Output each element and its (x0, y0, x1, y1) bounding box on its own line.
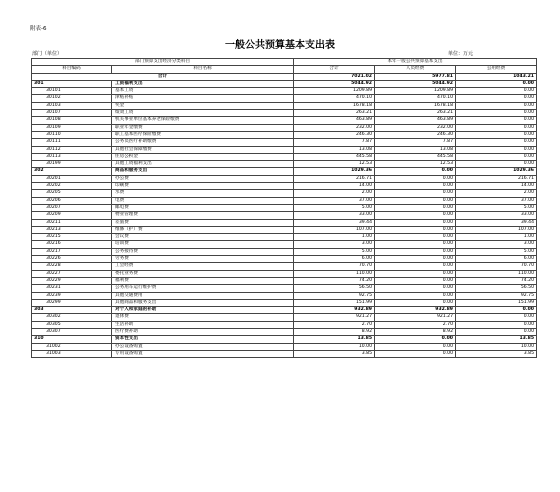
row-public: 3.00 (456, 241, 537, 248)
row-name: 工资福利支出 (112, 80, 294, 87)
total-row-public: 1043.21 (456, 73, 537, 80)
row-public: 0.00 (456, 124, 537, 131)
row-personnel: 263.21 (375, 110, 456, 117)
table-row (32, 336, 537, 343)
row-code: 30102 (32, 95, 112, 102)
table-row (32, 161, 537, 168)
table-row (32, 146, 537, 153)
row-public: 1029.36 (456, 168, 537, 175)
row-public: 14.00 (456, 183, 537, 190)
row-public: 0.00 (456, 153, 537, 160)
row-personnel: 470.10 (375, 95, 456, 102)
row-public: 0.00 (456, 117, 537, 124)
table-row (32, 183, 537, 190)
row-name: 劳务费 (112, 256, 294, 263)
row-public: 5.00 (456, 204, 537, 211)
row-code: 30302 (32, 314, 112, 321)
table-row (32, 139, 537, 146)
row-code: 30112 (32, 146, 112, 153)
row-code: 30209 (32, 212, 112, 219)
table-row (32, 321, 537, 328)
row-code: 30103 (32, 102, 112, 109)
row-code: 303 (32, 307, 112, 314)
table-row (32, 263, 537, 270)
total-row-label: 合计 (32, 73, 294, 80)
row-code: 31002 (32, 343, 112, 350)
row-personnel: 0.00 (375, 212, 456, 219)
row-code: 310 (32, 336, 112, 343)
row-personnel: 0.00 (375, 292, 456, 299)
row-total: 6.00 (294, 256, 375, 263)
row-name: 其他工资福利支出 (112, 161, 294, 168)
row-personnel: 0.00 (375, 204, 456, 211)
row-personnel: 0.00 (375, 234, 456, 241)
row-public: 0.00 (456, 95, 537, 102)
row-code: 30227 (32, 270, 112, 277)
personnel-column-header: 人员经费 (375, 66, 456, 73)
table-row (32, 277, 537, 284)
row-public: 0.00 (456, 139, 537, 146)
row-public: 37.00 (456, 197, 537, 204)
row-total: 39.44 (294, 219, 375, 226)
row-public: 56.50 (456, 285, 537, 292)
row-name: 邮电费 (112, 204, 294, 211)
row-code: 30205 (32, 190, 112, 197)
row-total: 37.00 (294, 197, 375, 204)
row-personnel: 0.00 (375, 190, 456, 197)
row-name: 办公设备购置 (112, 343, 294, 350)
row-total: 56.50 (294, 285, 375, 292)
budget-group-header: 本年一般公共预算基本支出 (294, 59, 537, 66)
row-code: 30206 (32, 197, 112, 204)
row-name: 会议费 (112, 234, 294, 241)
row-public: 39.44 (456, 219, 537, 226)
row-personnel: 1678.18 (375, 102, 456, 109)
table-row (32, 234, 537, 241)
table-row (32, 110, 537, 117)
row-name: 退休费 (112, 314, 294, 321)
row-personnel: 0.00 (375, 270, 456, 277)
row-total: 263.21 (294, 110, 375, 117)
row-code: 30213 (32, 226, 112, 233)
row-total: 107.00 (294, 226, 375, 233)
row-name: 培训费 (112, 241, 294, 248)
row-public: 92.75 (456, 292, 537, 299)
row-total: 932.89 (294, 307, 375, 314)
row-code: 302 (32, 168, 112, 175)
row-total: 13.08 (294, 146, 375, 153)
page-title: 一般公共预算基本支出表 (225, 40, 335, 51)
row-total: 5.00 (294, 248, 375, 255)
row-public: 70.70 (456, 263, 537, 270)
row-code: 30202 (32, 183, 112, 190)
row-total: 2.70 (294, 321, 375, 328)
row-name: 基本工资 (112, 88, 294, 95)
row-personnel: 13.08 (375, 146, 456, 153)
row-total: 7.87 (294, 139, 375, 146)
row-total: 92.75 (294, 292, 375, 299)
row-personnel: 0.00 (375, 343, 456, 350)
table-row (32, 95, 537, 102)
row-code: 30226 (32, 256, 112, 263)
table-row (32, 350, 537, 357)
row-name: 福利费 (112, 277, 294, 284)
row-personnel: 1209.89 (375, 88, 456, 95)
row-code: 30111 (32, 139, 112, 146)
row-name: 委托业务费 (112, 270, 294, 277)
row-personnel: 463.89 (375, 117, 456, 124)
row-name: 住房公积金 (112, 153, 294, 160)
row-code: 30307 (32, 328, 112, 335)
table-row (32, 285, 537, 292)
row-code: 30211 (32, 219, 112, 226)
row-total: 5044.92 (294, 80, 375, 87)
row-public: 74.20 (456, 277, 537, 284)
row-personnel: 0.00 (375, 219, 456, 226)
row-personnel: 0.00 (375, 241, 456, 248)
row-public: 33.00 (456, 212, 537, 219)
table-row (32, 328, 537, 335)
table-row (32, 124, 537, 131)
department-label: 部门（单位） (32, 51, 63, 57)
row-name: 其他商品和服务支出 (112, 299, 294, 306)
row-name: 公务员医疗补助缴费 (112, 139, 294, 146)
row-public: 13.85 (456, 336, 537, 343)
row-total: 13.85 (294, 336, 375, 343)
row-total: 246.30 (294, 131, 375, 138)
row-name: 职业年金缴费 (112, 124, 294, 131)
table-row (32, 343, 537, 350)
row-public: 216.71 (456, 175, 537, 182)
table-row (32, 88, 537, 95)
row-total: 151.99 (294, 299, 375, 306)
row-name: 对个人和家庭的补助 (112, 307, 294, 314)
row-name: 资本性支出 (112, 336, 294, 343)
unit-label: 单位：万元 (448, 51, 474, 57)
row-total: 463.89 (294, 117, 375, 124)
table-row (32, 102, 537, 109)
row-personnel: 7.87 (375, 139, 456, 146)
row-total: 921.27 (294, 314, 375, 321)
total-row-personnel: 5977.81 (375, 73, 456, 80)
row-name: 其他社会保障缴费 (112, 146, 294, 153)
row-total: 33.00 (294, 212, 375, 219)
public-column-header: 公用经费 (456, 66, 537, 73)
row-personnel: 246.30 (375, 131, 456, 138)
table-row (32, 307, 537, 314)
row-name: 生活补助 (112, 321, 294, 328)
row-personnel: 921.27 (375, 314, 456, 321)
row-code: 30239 (32, 292, 112, 299)
table-row (32, 197, 537, 204)
row-total: 3.00 (294, 241, 375, 248)
row-name: 机关事业单位基本养老保险缴费 (112, 117, 294, 124)
row-public: 1.00 (456, 234, 537, 241)
row-public: 3.85 (456, 350, 537, 357)
row-total: 14.00 (294, 183, 375, 190)
row-public: 0.00 (456, 321, 537, 328)
row-code: 30109 (32, 124, 112, 131)
row-total: 2.00 (294, 190, 375, 197)
table-row (32, 314, 537, 321)
row-personnel: 0.00 (375, 248, 456, 255)
row-personnel: 0.00 (375, 299, 456, 306)
budget-expenditure-table (31, 58, 537, 358)
row-code: 30217 (32, 248, 112, 255)
row-public: 110.00 (456, 270, 537, 277)
total-row (32, 73, 537, 80)
row-total: 74.20 (294, 277, 375, 284)
row-name: 商品和服务支出 (112, 168, 294, 175)
row-code: 301 (32, 80, 112, 87)
row-name: 物业管理费 (112, 212, 294, 219)
row-code: 30199 (32, 161, 112, 168)
table-row (32, 248, 537, 255)
classification-group-header: 部门预算支出经济分类科目 (32, 59, 294, 66)
row-personnel: 232.00 (375, 124, 456, 131)
row-public: 0.00 (456, 307, 537, 314)
total-column-header: 合计 (294, 66, 375, 73)
row-public: 0.00 (456, 146, 537, 153)
row-code: 30107 (32, 110, 112, 117)
row-name: 专用设备购置 (112, 350, 294, 357)
row-code: 30228 (32, 263, 112, 270)
row-public: 0.00 (456, 80, 537, 87)
row-personnel: 0.00 (375, 197, 456, 204)
table-row (32, 190, 537, 197)
row-personnel: 0.00 (375, 277, 456, 284)
row-code: 30215 (32, 234, 112, 241)
row-public: 6.00 (456, 256, 537, 263)
row-personnel: 0.00 (375, 183, 456, 190)
table-row (32, 226, 537, 233)
row-name: 津贴补贴 (112, 95, 294, 102)
row-personnel: 8.92 (375, 328, 456, 335)
row-personnel: 0.00 (375, 285, 456, 292)
row-code: 30201 (32, 175, 112, 182)
row-name: 水费 (112, 190, 294, 197)
row-public: 107.00 (456, 226, 537, 233)
row-personnel: 0.00 (375, 256, 456, 263)
row-personnel: 2.70 (375, 321, 456, 328)
row-name: 绩效工资 (112, 110, 294, 117)
row-public: 0.00 (456, 161, 537, 168)
table-row (32, 256, 537, 263)
row-personnel: 0.00 (375, 175, 456, 182)
row-total: 12.53 (294, 161, 375, 168)
table-row (32, 80, 537, 87)
row-code: 30113 (32, 153, 112, 160)
row-name: 公务用车运行维护费 (112, 285, 294, 292)
row-code: 30305 (32, 321, 112, 328)
table-row (32, 299, 537, 306)
row-name: 印刷费 (112, 183, 294, 190)
row-total: 10.00 (294, 343, 375, 350)
row-name: 医疗费补助 (112, 328, 294, 335)
table-row (32, 153, 537, 160)
row-personnel: 5044.92 (375, 80, 456, 87)
row-code: 31003 (32, 350, 112, 357)
row-public: 0.00 (456, 88, 537, 95)
table-row (32, 219, 537, 226)
row-code: 30229 (32, 277, 112, 284)
row-code: 30231 (32, 285, 112, 292)
row-total: 1.00 (294, 234, 375, 241)
row-total: 8.92 (294, 328, 375, 335)
row-name: 其他交通费用 (112, 292, 294, 299)
row-total: 1678.18 (294, 102, 375, 109)
row-public: 0.00 (456, 110, 537, 117)
row-total: 5.00 (294, 204, 375, 211)
row-name: 公务接待费 (112, 248, 294, 255)
table-row (32, 204, 537, 211)
row-name: 差旅费 (112, 219, 294, 226)
row-personnel: 0.00 (375, 263, 456, 270)
row-public: 2.00 (456, 190, 537, 197)
table-row (32, 175, 537, 182)
code-column-header: 科目编码 (32, 66, 112, 73)
row-total: 70.70 (294, 263, 375, 270)
row-total: 1029.36 (294, 168, 375, 175)
row-total: 216.71 (294, 175, 375, 182)
row-personnel: 0.00 (375, 168, 456, 175)
row-name: 奖金 (112, 102, 294, 109)
row-personnel: 0.00 (375, 226, 456, 233)
row-public: 0.00 (456, 102, 537, 109)
row-name: 办公费 (112, 175, 294, 182)
row-code: 30207 (32, 204, 112, 211)
row-name: 职工基本医疗保险缴费 (112, 131, 294, 138)
name-column-header: 科目名称 (112, 66, 294, 73)
table-row (32, 117, 537, 124)
row-personnel: 445.58 (375, 153, 456, 160)
row-name: 维修（护）费 (112, 226, 294, 233)
row-total: 470.10 (294, 95, 375, 102)
row-code: 30101 (32, 88, 112, 95)
row-personnel: 0.00 (375, 350, 456, 357)
row-total: 110.00 (294, 270, 375, 277)
table-row (32, 168, 537, 175)
row-personnel: 932.89 (375, 307, 456, 314)
table-row (32, 270, 537, 277)
total-row-total: 7021.02 (294, 73, 375, 80)
row-code: 30108 (32, 117, 112, 124)
table-row (32, 292, 537, 299)
row-total: 1209.89 (294, 88, 375, 95)
row-public: 151.99 (456, 299, 537, 306)
table-row (32, 212, 537, 219)
row-total: 232.00 (294, 124, 375, 131)
row-code: 30216 (32, 241, 112, 248)
row-public: 0.00 (456, 131, 537, 138)
row-total: 445.58 (294, 153, 375, 160)
row-personnel: 12.53 (375, 161, 456, 168)
table-row (32, 241, 537, 248)
row-name: 电费 (112, 197, 294, 204)
row-name: 工会经费 (112, 263, 294, 270)
row-public: 5.00 (456, 248, 537, 255)
row-code: 30299 (32, 299, 112, 306)
row-code: 30110 (32, 131, 112, 138)
table-row (32, 131, 537, 138)
row-public: 0.00 (456, 328, 537, 335)
row-total: 3.85 (294, 350, 375, 357)
row-public: 0.00 (456, 314, 537, 321)
row-personnel: 0.00 (375, 336, 456, 343)
form-number: 附表-6 (30, 26, 47, 32)
row-public: 10.00 (456, 343, 537, 350)
